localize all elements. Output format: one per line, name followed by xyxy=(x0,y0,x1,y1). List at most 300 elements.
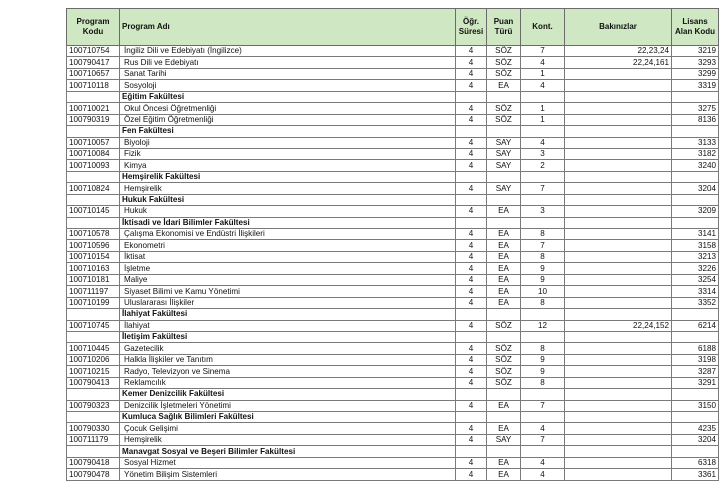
lisans-code-cell: 4235 xyxy=(672,423,719,434)
table-row xyxy=(67,434,719,445)
score-type-cell: SÖZ xyxy=(487,377,521,388)
quota-cell: 12 xyxy=(521,320,565,331)
faculty-name: Fen Fakültesi xyxy=(120,126,456,137)
quota-cell: 8 xyxy=(521,343,565,354)
faculty-name: İktisadi ve İdari Bilimler Fakültesi xyxy=(120,217,456,228)
program-code-cell: 100710118 xyxy=(67,80,120,91)
table-row xyxy=(67,46,719,57)
quota-cell xyxy=(521,331,565,342)
score-type-cell: EA xyxy=(487,274,521,285)
score-type-cell: SÖZ xyxy=(487,354,521,365)
bakiniz-cell xyxy=(565,229,672,240)
quota-cell: 7 xyxy=(521,183,565,194)
score-type-cell: SÖZ xyxy=(487,114,521,125)
faculty-name: Hukuk Fakültesi xyxy=(120,194,456,205)
duration-cell: 4 xyxy=(456,229,487,240)
quota-cell: 8 xyxy=(521,297,565,308)
table-row xyxy=(67,80,719,91)
program-name-cell: Okul Öncesi Öğretmenliği xyxy=(120,103,456,114)
score-type-cell xyxy=(487,194,521,205)
table-row xyxy=(67,183,719,194)
lisans-code-cell: 6188 xyxy=(672,343,719,354)
bakiniz-cell xyxy=(565,377,672,388)
faculty-row xyxy=(67,171,719,182)
quota-cell xyxy=(521,389,565,400)
lisans-code-cell: 3204 xyxy=(672,434,719,445)
lisans-code-cell: 3182 xyxy=(672,148,719,159)
lisans-code-cell xyxy=(672,194,719,205)
lisans-code-cell xyxy=(672,171,719,182)
program-table-wrapper xyxy=(66,8,718,481)
program-table xyxy=(66,8,719,481)
quota-cell: 3 xyxy=(521,206,565,217)
lisans-code-cell xyxy=(672,389,719,400)
quota-cell: 7 xyxy=(521,46,565,57)
program-name-cell: Biyoloji xyxy=(120,137,456,148)
score-type-cell: EA xyxy=(487,80,521,91)
program-name-cell: İktisat xyxy=(120,251,456,262)
quota-cell: 4 xyxy=(521,80,565,91)
bakiniz-cell xyxy=(565,343,672,354)
faculty-row xyxy=(67,389,719,400)
table-row xyxy=(67,457,719,468)
lisans-code-cell: 3198 xyxy=(672,354,719,365)
bakiniz-cell xyxy=(565,297,672,308)
lisans-code-cell xyxy=(672,331,719,342)
program-name-cell: Rus Dili ve Edebiyatı xyxy=(120,57,456,68)
bakiniz-cell xyxy=(565,183,672,194)
duration-cell: 4 xyxy=(456,377,487,388)
lisans-code-cell: 3141 xyxy=(672,229,719,240)
bakiniz-cell xyxy=(565,80,672,91)
duration-cell: 4 xyxy=(456,263,487,274)
lisans-code-cell: 3291 xyxy=(672,377,719,388)
lisans-code-cell: 6214 xyxy=(672,320,719,331)
program-name-cell: Sosyal Hizmet xyxy=(120,457,456,468)
bakiniz-cell xyxy=(565,389,672,400)
quota-cell: 4 xyxy=(521,137,565,148)
program-code-cell: 100710145 xyxy=(67,206,120,217)
score-type-cell: SÖZ xyxy=(487,103,521,114)
program-name-cell: Hemşirelik xyxy=(120,183,456,194)
duration-cell: 4 xyxy=(456,469,487,480)
lisans-code-cell xyxy=(672,412,719,423)
table-row xyxy=(67,57,719,68)
score-type-cell: SÖZ xyxy=(487,343,521,354)
program-name-cell: Sosyoloji xyxy=(120,80,456,91)
table-row xyxy=(67,251,719,262)
program-code-cell: 100710596 xyxy=(67,240,120,251)
score-type-cell xyxy=(487,91,521,102)
header-score-type: Puan Türü xyxy=(487,9,521,46)
faculty-name: Hemşirelik Fakültesi xyxy=(120,171,456,182)
duration-cell xyxy=(456,91,487,102)
bakiniz-cell xyxy=(565,457,672,468)
lisans-code-cell: 3226 xyxy=(672,263,719,274)
quota-cell: 1 xyxy=(521,68,565,79)
program-name-cell: İlahiyat xyxy=(120,320,456,331)
duration-cell: 4 xyxy=(456,183,487,194)
duration-cell: 4 xyxy=(456,68,487,79)
score-type-cell: EA xyxy=(487,400,521,411)
quota-cell xyxy=(521,309,565,320)
bakiniz-cell xyxy=(565,400,672,411)
program-code-cell: 100790413 xyxy=(67,377,120,388)
table-row xyxy=(67,343,719,354)
quota-cell xyxy=(521,194,565,205)
duration-cell: 4 xyxy=(456,137,487,148)
score-type-cell: EA xyxy=(487,251,521,262)
duration-cell: 4 xyxy=(456,366,487,377)
program-code-cell: 100710824 xyxy=(67,183,120,194)
program-code-cell: 100710154 xyxy=(67,251,120,262)
quota-cell: 1 xyxy=(521,103,565,114)
program-code-cell: 100711179 xyxy=(67,434,120,445)
lisans-code-cell: 3158 xyxy=(672,240,719,251)
bakiniz-cell xyxy=(565,434,672,445)
table-header-row xyxy=(67,9,719,46)
table-body xyxy=(67,46,719,481)
duration-cell: 4 xyxy=(456,343,487,354)
duration-cell xyxy=(456,126,487,137)
lisans-code-cell: 3150 xyxy=(672,400,719,411)
bakiniz-cell xyxy=(565,412,672,423)
table-row xyxy=(67,148,719,159)
score-type-cell xyxy=(487,331,521,342)
faculty-name: Kemer Denizcilik Fakültesi xyxy=(120,389,456,400)
program-code-cell: 100790319 xyxy=(67,114,120,125)
duration-cell: 4 xyxy=(456,297,487,308)
table-row xyxy=(67,114,719,125)
faculty-name: İletişim Fakültesi xyxy=(120,331,456,342)
table-row xyxy=(67,229,719,240)
duration-cell: 4 xyxy=(456,46,487,57)
quota-cell: 2 xyxy=(521,160,565,171)
program-name-cell: Siyaset Bilimi ve Kamu Yönetimi xyxy=(120,286,456,297)
faculty-name: Kumluca Sağlık Bilimleri Fakültesi xyxy=(120,412,456,423)
program-code-cell: 100710445 xyxy=(67,343,120,354)
duration-cell: 4 xyxy=(456,206,487,217)
score-type-cell xyxy=(487,171,521,182)
faculty-row xyxy=(67,446,719,457)
quota-cell xyxy=(521,217,565,228)
header-duration: Öğr. Süresi xyxy=(456,9,487,46)
table-row xyxy=(67,320,719,331)
program-code-cell: 100710163 xyxy=(67,263,120,274)
table-row xyxy=(67,469,719,480)
quota-cell xyxy=(521,91,565,102)
bakiniz-cell xyxy=(565,103,672,114)
program-code-cell: 100710754 xyxy=(67,46,120,57)
duration-cell: 4 xyxy=(456,80,487,91)
score-type-cell: EA xyxy=(487,206,521,217)
header-program-name: Program Adı xyxy=(120,9,456,46)
duration-cell xyxy=(456,446,487,457)
bakiniz-cell xyxy=(565,160,672,171)
program-code-cell: 100710578 xyxy=(67,229,120,240)
score-type-cell: SÖZ xyxy=(487,46,521,57)
table-row xyxy=(67,137,719,148)
quota-cell: 8 xyxy=(521,251,565,262)
duration-cell xyxy=(456,309,487,320)
program-code-cell xyxy=(67,217,120,228)
program-code-cell: 100790478 xyxy=(67,469,120,480)
quota-cell: 3 xyxy=(521,148,565,159)
program-code-cell: 100790323 xyxy=(67,400,120,411)
duration-cell: 4 xyxy=(456,160,487,171)
lisans-code-cell: 3319 xyxy=(672,80,719,91)
bakiniz-cell xyxy=(565,148,672,159)
duration-cell xyxy=(456,331,487,342)
program-code-cell: 100710057 xyxy=(67,137,120,148)
quota-cell: 4 xyxy=(521,469,565,480)
program-code-cell: 100710215 xyxy=(67,366,120,377)
score-type-cell: SAY xyxy=(487,137,521,148)
quota-cell: 4 xyxy=(521,457,565,468)
bakiniz-cell xyxy=(565,137,672,148)
table-row xyxy=(67,377,719,388)
bakiniz-cell: 22,23,24 xyxy=(565,46,672,57)
duration-cell xyxy=(456,171,487,182)
quota-cell: 9 xyxy=(521,366,565,377)
program-name-cell: Kimya xyxy=(120,160,456,171)
duration-cell: 4 xyxy=(456,57,487,68)
program-name-cell: Hukuk xyxy=(120,206,456,217)
header-lisans-code: Lisans Alan Kodu xyxy=(672,9,719,46)
score-type-cell: SAY xyxy=(487,434,521,445)
bakiniz-cell xyxy=(565,194,672,205)
score-type-cell: SAY xyxy=(487,160,521,171)
duration-cell: 4 xyxy=(456,423,487,434)
lisans-code-cell: 3213 xyxy=(672,251,719,262)
program-code-cell xyxy=(67,91,120,102)
faculty-row xyxy=(67,91,719,102)
score-type-cell: EA xyxy=(487,229,521,240)
program-code-cell: 100790417 xyxy=(67,57,120,68)
score-type-cell xyxy=(487,412,521,423)
quota-cell: 4 xyxy=(521,423,565,434)
score-type-cell xyxy=(487,126,521,137)
table-row xyxy=(67,297,719,308)
duration-cell: 4 xyxy=(456,103,487,114)
program-name-cell: Maliye xyxy=(120,274,456,285)
bakiniz-cell xyxy=(565,91,672,102)
quota-cell: 9 xyxy=(521,263,565,274)
quota-cell xyxy=(521,412,565,423)
program-code-cell: 100710021 xyxy=(67,103,120,114)
table-row xyxy=(67,366,719,377)
lisans-code-cell: 3209 xyxy=(672,206,719,217)
quota-cell xyxy=(521,126,565,137)
bakiniz-cell xyxy=(565,251,672,262)
score-type-cell xyxy=(487,389,521,400)
quota-cell: 7 xyxy=(521,240,565,251)
table-row xyxy=(67,263,719,274)
bakiniz-cell xyxy=(565,206,672,217)
score-type-cell: EA xyxy=(487,457,521,468)
program-code-cell: 100710199 xyxy=(67,297,120,308)
duration-cell: 4 xyxy=(456,400,487,411)
program-code-cell: 100710181 xyxy=(67,274,120,285)
table-row xyxy=(67,240,719,251)
faculty-row xyxy=(67,412,719,423)
bakiniz-cell xyxy=(565,217,672,228)
program-name-cell: İngiliz Dili ve Edebiyatı (İngilizce) xyxy=(120,46,456,57)
bakiniz-cell: 22,24,152 xyxy=(565,320,672,331)
score-type-cell: EA xyxy=(487,297,521,308)
program-code-cell: 100790330 xyxy=(67,423,120,434)
table-row xyxy=(67,423,719,434)
table-row xyxy=(67,400,719,411)
program-code-cell xyxy=(67,171,120,182)
score-type-cell: EA xyxy=(487,286,521,297)
bakiniz-cell xyxy=(565,68,672,79)
lisans-code-cell xyxy=(672,126,719,137)
faculty-row xyxy=(67,194,719,205)
duration-cell: 4 xyxy=(456,251,487,262)
table-row xyxy=(67,68,719,79)
program-code-cell xyxy=(67,412,120,423)
quota-cell: 9 xyxy=(521,274,565,285)
bakiniz-cell xyxy=(565,423,672,434)
program-name-cell: Uluslararası İlişkiler xyxy=(120,297,456,308)
lisans-code-cell: 3219 xyxy=(672,46,719,57)
table-row xyxy=(67,286,719,297)
duration-cell xyxy=(456,389,487,400)
duration-cell: 4 xyxy=(456,114,487,125)
program-name-cell: Hemşirelik xyxy=(120,434,456,445)
score-type-cell: SAY xyxy=(487,183,521,194)
duration-cell: 4 xyxy=(456,434,487,445)
program-name-cell: Özel Eğitim Öğretmenliği xyxy=(120,114,456,125)
score-type-cell: SÖZ xyxy=(487,320,521,331)
table-row xyxy=(67,206,719,217)
lisans-code-cell xyxy=(672,91,719,102)
header-program-code: Program Kodu xyxy=(67,9,120,46)
faculty-name: Eğitim Fakültesi xyxy=(120,91,456,102)
duration-cell: 4 xyxy=(456,457,487,468)
quota-cell: 8 xyxy=(521,229,565,240)
duration-cell: 4 xyxy=(456,240,487,251)
bakiniz-cell xyxy=(565,309,672,320)
program-name-cell: Sanat Tarihi xyxy=(120,68,456,79)
program-name-cell: Yönetim Bilişim Sistemleri xyxy=(120,469,456,480)
bakiniz-cell xyxy=(565,286,672,297)
header-bakiniz: Bakınızlar xyxy=(565,9,672,46)
program-name-cell: Çalışma Ekonomisi ve Endüstri İlişkileri xyxy=(120,229,456,240)
bakiniz-cell xyxy=(565,446,672,457)
lisans-code-cell: 3314 xyxy=(672,286,719,297)
lisans-code-cell: 3133 xyxy=(672,137,719,148)
score-type-cell: EA xyxy=(487,240,521,251)
faculty-row xyxy=(67,217,719,228)
lisans-code-cell: 3204 xyxy=(672,183,719,194)
program-code-cell: 100711197 xyxy=(67,286,120,297)
bakiniz-cell xyxy=(565,331,672,342)
duration-cell xyxy=(456,217,487,228)
score-type-cell xyxy=(487,446,521,457)
bakiniz-cell xyxy=(565,240,672,251)
table-row xyxy=(67,160,719,171)
program-code-cell: 100710084 xyxy=(67,148,120,159)
lisans-code-cell xyxy=(672,309,719,320)
quota-cell: 10 xyxy=(521,286,565,297)
table-row xyxy=(67,103,719,114)
lisans-code-cell: 3240 xyxy=(672,160,719,171)
quota-cell: 7 xyxy=(521,400,565,411)
faculty-row xyxy=(67,126,719,137)
duration-cell: 4 xyxy=(456,286,487,297)
faculty-name: İlahiyat Fakültesi xyxy=(120,309,456,320)
score-type-cell: SÖZ xyxy=(487,68,521,79)
quota-cell: 4 xyxy=(521,57,565,68)
quota-cell xyxy=(521,171,565,182)
duration-cell: 4 xyxy=(456,320,487,331)
program-code-cell: 100710206 xyxy=(67,354,120,365)
duration-cell: 4 xyxy=(456,274,487,285)
score-type-cell: EA xyxy=(487,469,521,480)
bakiniz-cell xyxy=(565,114,672,125)
program-name-cell: İşletme xyxy=(120,263,456,274)
score-type-cell xyxy=(487,217,521,228)
program-code-cell xyxy=(67,309,120,320)
program-name-cell: Çocuk Gelişimi xyxy=(120,423,456,434)
lisans-code-cell xyxy=(672,217,719,228)
lisans-code-cell: 3361 xyxy=(672,469,719,480)
program-name-cell: Denizcilik İşletmeleri Yönetimi xyxy=(120,400,456,411)
quota-cell: 9 xyxy=(521,354,565,365)
duration-cell xyxy=(456,412,487,423)
program-name-cell: Reklamcılık xyxy=(120,377,456,388)
program-name-cell: Radyo, Televizyon ve Sinema xyxy=(120,366,456,377)
lisans-code-cell: 3275 xyxy=(672,103,719,114)
lisans-code-cell: 3352 xyxy=(672,297,719,308)
bakiniz-cell xyxy=(565,263,672,274)
bakiniz-cell xyxy=(565,469,672,480)
lisans-code-cell: 8136 xyxy=(672,114,719,125)
bakiniz-cell xyxy=(565,274,672,285)
program-name-cell: Ekonometri xyxy=(120,240,456,251)
lisans-code-cell: 3293 xyxy=(672,57,719,68)
program-name-cell: Gazetecilik xyxy=(120,343,456,354)
header-quota: Kont. xyxy=(521,9,565,46)
faculty-name: Manavgat Sosyal ve Beşeri Bilimler Fakültesi xyxy=(120,446,456,457)
score-type-cell xyxy=(487,309,521,320)
program-code-cell xyxy=(67,446,120,457)
faculty-row xyxy=(67,309,719,320)
program-code-cell xyxy=(67,331,120,342)
program-code-cell: 100710657 xyxy=(67,68,120,79)
duration-cell: 4 xyxy=(456,148,487,159)
program-name-cell: Halkla İlişkiler ve Tanıtım xyxy=(120,354,456,365)
quota-cell xyxy=(521,446,565,457)
table-row xyxy=(67,354,719,365)
program-name-cell: Fizik xyxy=(120,148,456,159)
score-type-cell: EA xyxy=(487,423,521,434)
lisans-code-cell xyxy=(672,446,719,457)
bakiniz-cell xyxy=(565,126,672,137)
score-type-cell: SÖZ xyxy=(487,366,521,377)
bakiniz-cell: 22,24,161 xyxy=(565,57,672,68)
score-type-cell: EA xyxy=(487,263,521,274)
bakiniz-cell xyxy=(565,354,672,365)
quota-cell: 1 xyxy=(521,114,565,125)
bakiniz-cell xyxy=(565,171,672,182)
duration-cell xyxy=(456,194,487,205)
program-code-cell xyxy=(67,194,120,205)
program-code-cell: 100790418 xyxy=(67,457,120,468)
quota-cell: 7 xyxy=(521,434,565,445)
